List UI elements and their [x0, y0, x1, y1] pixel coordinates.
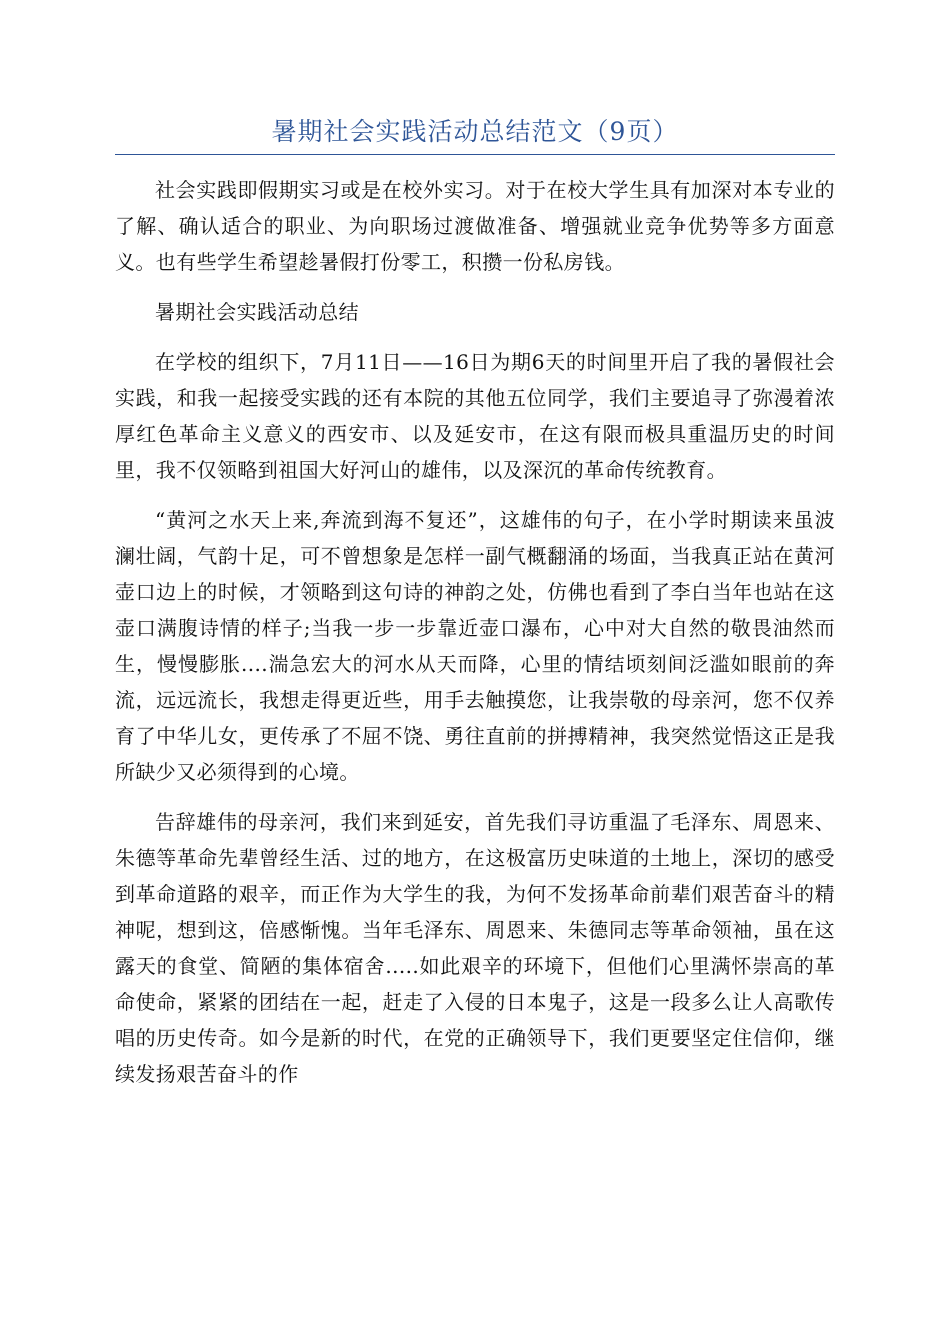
paragraph-yanan: 告辞雄伟的母亲河，我们来到延安，首先我们寻访重温了毛泽东、周恩来、朱德等革命先辈曾经生活、过的地方，在这极富历史味道的土地上，深切的感受到革命道路的艰辛，而正作为大学生的我，为何不发扬革命前辈们艰苦奋斗的精神呢，想到这，倍感惭愧。当年毛泽东、周恩来、朱德同志等革命领袖，虽在这露天的食堂、简陋的集体宿舍.....如此艰辛的环境下，但他们心里满怀崇高的革命使命，紧紧的团结在一起，赶走了入侵的日本鬼子，这是一段多么让人高歌传唱的历史传奇。如今是新的时代，在党的正确领导下，我们更要坚定住信仰，继续发扬艰苦奋斗的作	[115, 810, 835, 1086]
paragraph-yellow-river: “黄河之水天上来,奔流到海不复还”，这雄伟的句子，在小学时期读来虽波澜壮阔，气韵十足，可不曾想象是怎样一副气概翻涌的场面，当我真正站在黄河壶口边上的时候，才领略到这句诗的神韵之处，仿佛也看到了李白当年也站在这壶口满腹诗情的样子;当我一步一步靠近壶口瀑布，心中对大自然的敬畏油然而生，慢慢膨胀....湍急宏大的河水从天而降，心里的情结顷刻间泛滥如眼前的奔流，远远流长，我想走得更近些，用手去触摸您，让我崇敬的母亲河，您不仅养育了中华儿女，更传承了不屈不饶、勇往直前的拼搏精神，我突然觉悟这正是我所缺少又必须得到的心境。	[115, 508, 835, 784]
document-title: 暑期社会实践活动总结范文（9页）	[271, 117, 679, 146]
document-body	[115, 172, 835, 1106]
paragraph-intro: 社会实践即假期实习或是在校外实习。对于在校大学生具有加深对本专业的了解、确认适合的职业、为向职场过渡做准备、增强就业竞争优势等多方面意义。也有些学生希望趁暑假打份零工，积攒一份私房钱。	[115, 178, 835, 274]
paragraph-practice: 在学校的组织下，7月11日——16日为期6天的时间里开启了我的暑假社会实践，和我一起接受实践的还有本院的其他五位同学，我们主要追寻了弥漫着浓厚红色革命主义意义的西安市、以及延安市，在这有限而极具重温历史的时间里，我不仅领略到祖国大好河山的雄伟，以及深沉的革命传统教育。	[115, 350, 835, 482]
section-heading: 暑期社会实践活动总结	[155, 300, 359, 324]
title-underline	[115, 154, 835, 155]
